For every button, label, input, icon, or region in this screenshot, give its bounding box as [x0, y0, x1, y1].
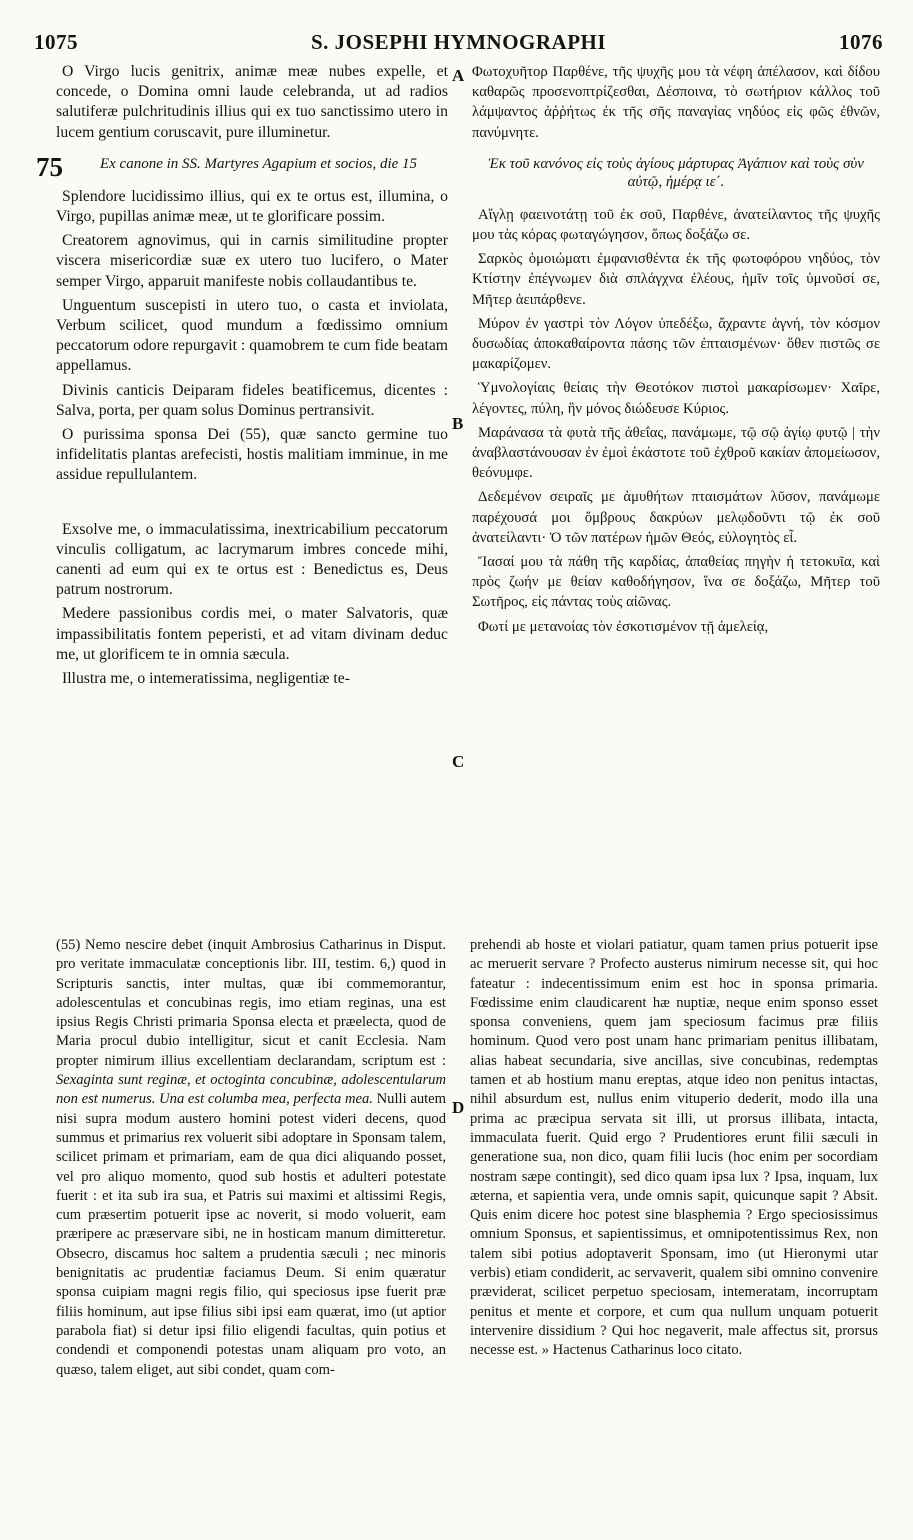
margin-marker-b: B [452, 414, 464, 433]
latin-intro: O Virgo lucis genitrix, animæ meæ nubes expelle, et concede, o Domina omni laude celebranda, ut ad radios salutiferæ pulchritudinis illius qui ex tuo sanctissimo utero in lucem gentium coruscavit, pure illuminetur. [56, 63, 448, 141]
latin-paragraph: Exsolve me, o immaculatissima, inextricabilium peccatorum vinculis colligatum, ac lacrymarum imbres concede mihi, canenti ad eum qui ex te ortus est : Benedictus es, Deus patrum nostrorum. [56, 520, 448, 599]
footnote-quote: Sexaginta sunt reginæ, et octoginta concubinæ, adolescentularum non est numerus. Una est columba mea, perfecta mea. [56, 1072, 446, 1108]
greek-paragraph: Σαρκὸς ὁμοιώματι ἐμφανισθέντα ἐκ τῆς φωτοφόρου νηδύος, τὸν Κτίστην ἐπέγνωμεν διὰ σπλάγχνα ἐλέους, ἡμῖν τοῖς ὑμνοῦσί σε, Μῆτερ ἀειπάρθενε. [472, 251, 880, 308]
latin-paragraph: Medere passionibus cordis mei, o mater Salvatoris, quæ impassibilitatis fontem peperisti, et ad vitam divinam deduc me, ut glorificem te in omnia sæcula. [56, 605, 448, 663]
latin-paragraph: Divinis canticis Deiparam fideles beatificemus, dicentes : Salva, porta, per quam solus Dominus pertransivit. [56, 381, 448, 419]
greek-column [472, 62, 880, 641]
footnote-part: Nulli autem nisi supra modum austero homini potest videri decens, quod summus et primarius rex voluerit sibi adoptare in Sponsam talem, scilicet primam et primariam, eam de qua dici aliquando posset, vel pro aliquo momento, quod sub hostis et adulteri potestate fuerit : et ita sub ira sua, et Patris sui maximi et altissimi Regis, cum præsertim potuerit ipse ac noverit, si modo voluerit, eam præripere ac præservare sibi, ne in hosticam manum dimitteretur. Obsecro, discamus hoc saltem a prudentia sæculi ; nec minoris benignitatis ac prudentiæ faciamus Deum. Si enim quæratur sponsa cuipiam magni regis filio, qui speciosus ipse fuerit præ filiis hominum, aut ipse filius sibi ipsi eam quærat, imo (ut aptior parabola fiat) si detur ipsi filio eligendi facultas, quin potius et condendi et componendi potestas unam aliquam pro voto, an quæso, talem eliget, aut sibi condet, quam com- [56, 1091, 446, 1378]
greek-intro: Φωτοχυῆτορ Παρθένε, τῆς ψυχῆς μου τὰ νέφη ἀπέλασον, καὶ δίδου καθαρῶς προσενοπτρίζεσθαι, Δέσποινα, τὸ σωτήριον κάλλος τοῦ λάμψαντος ἀῤῥήτως ἐκ τῆς σῆς παναγίας νηδύος εἰς φῶς ἐθνῶν, πανύμνητε. [472, 64, 880, 141]
footnote-text [56, 936, 446, 1380]
footnote-part: (55) Nemo nescire debet (inquit Ambrosius Catharinus in Disput. pro veritate immaculatæ conceptionis libr. III, testim. 6,) quod in Scripturis sanctis, inter multas, quæ ibi commemorantur, adolescentulas et concubinas regis, imo etiam reginas, una est ipsius Regis Christi primaria Sponsa electa et præelecta, quod de Maria procul dubio intelligitur, sicut et canit Ecclesia. Nam propter nimirum illius excellentiam declarandam, scriptum est : [56, 937, 446, 1069]
greek-paragraph: Ὑμνολογίαις θείαις τὴν Θεοτόκον πιστοὶ μακαρίσωμεν· Χαῖρε, λέγοντες, πύλη, ἣν μόνος διώδευσε Κύριος. [472, 380, 880, 417]
latin-paragraph: Creatorem agnovimus, qui in carnis similitudine propter viscera misericordiæ suæ ex utero tuo lucifero, o Mater semper Virgo, apparuit manifeste nobis collaudantibus te. [56, 232, 448, 290]
footnote-left-column [56, 936, 446, 1380]
greek-paragraph: Αἴγλῃ φαεινοτάτῃ τοῦ ἐκ σοῦ, Παρθένε, ἀνατείλαντος τῆς ψυχῆς μου τὰς κόρας φωταγώγησον, ὅπως δοξάζω σε. [472, 206, 880, 244]
greek-paragraph: Μαράνασα τὰ φυτὰ τῆς ἀθεΐας, πανάμωμε, τῷ σῷ ἁγίῳ φυτῷ | τὴν ἀναβλαστάνουσαν ἐν ἐμοὶ ἑκάστοτε τοῦ ἐχθροῦ κακίαν ἀπομείωσον, θεόνυμφε. [472, 424, 880, 482]
greek-paragraph: Φωτί με μετανοίας τὸν ἐσκοτισμένον τῇ ἀμελείᾳ, [478, 618, 769, 635]
latin-section-heading [36, 151, 448, 182]
greek-section-title: Ἐκ τοῦ κανόνος εἰς τοὺς ἁγίους μάρτυρας Ἀγάπιον καὶ τοὺς σὺν αὐτῷ, ἡμέρᾳ ιε΄. [488, 155, 864, 190]
greek-paragraph: Μύρον ἐν γαστρὶ τὸν Λόγον ὑπεδέξω, ἄχραντε ἁγνή, τὸν κόσμον δυσωδίας ἀποκαθαίροντα πάσης τῶν ἐπταισμένων· ὅθεν πιστῶς σε μακαρίζομεν. [472, 315, 880, 373]
page-header [34, 20, 883, 54]
section-number: 75 [36, 151, 63, 182]
latin-paragraph: Unguentum suscepisti in utero tuo, o casta et inviolata, Verbum scilicet, quod mundum a fœdissimo omnium peccatorum odore repurgavit : quamobrem te cum fide beatam appellamus. [56, 296, 448, 375]
footnote-text: prehendi ab hoste et violari patiatur, quam tamen prius potuerit ipse ac meruerit servare ? Profecto austerus nimirum necesse sit, qui hoc fateatur : indecentissimum enim est hoc in sponsa primaria. Fœdissime enim claudicarent hæ nuptiæ, neque enim sponso esset sponsa conveniens, quem jam speciosum facimus præ filiis hominum. Quod vero post unam hanc primariam penitus illibatam, alias habeat secundaria, sive ancillas, sive concubinas, redemptas tamen et ab hostium manu ereptas, atque ideo non penitus intactas, nihil absurdum est, nullus enim vituperio dederit, modo illa una prima ac præcipua servata sit illi, ut prorsus illibata, intacta, immaculata fuerit. Quid ergo ? Prudentiores erunt filii sæculi in generatione sua, non dico, quam filii lucis (hoc enim per socordiam nostram sæpe contingit), sed dico quam ipsa lux ? Ipsa, inquam, lux æterna, et sapientia vera, unde omnis sapit, quicunque sapit ? Absit. Quis enim dicere hoc potest sine blasphemia ? Ergo speciosissimus omnium Sponsus, et sapientissimus, et omnipotentissimus Rex, non talem sibi potius adoptaverit Sponsam, imo (ut Hieronymi utar verbis) etiam condiderit, ac servaverit, qualem sibi omnino convenire præviderat, scilicet perpetuo speciosam, intemeratam, incorruptam penitus et mente et corpore, et cum qua nullum unquam potuerit intervenire dissidium ? Qui hoc negaverit, male affectus sit, prorsus necesse est. » Hactenus Catharinus loco citato. [470, 937, 878, 1359]
latin-paragraph: Splendore lucidissimo illius, qui ex te ortus est, illumina, o Virgo, pupillas animæ meæ, ut te glorificare possim. [56, 187, 448, 226]
margin-marker-c: C [452, 752, 465, 771]
page-number-left: 1075 [34, 30, 78, 54]
greek-section-heading [472, 155, 880, 191]
latin-paragraph: Illustra me, o intemeratissima, negligentiæ te- [62, 670, 350, 688]
spacer [56, 490, 448, 520]
page-number-right: 1076 [839, 30, 883, 54]
footnote-right-column [470, 936, 878, 1361]
latin-paragraph: O purissima sponsa Dei (55), quæ sancto germine tuo infidelitatis plantas arefecisti, hostis malitiam imminue, in me assidue repullulantem. [56, 426, 448, 484]
running-title: S. JOSEPHI HYMNOGRAPHI [310, 30, 607, 54]
greek-paragraph: Δεδεμένον σειραῖς με ἀμυθήτων πταισμάτων λῦσον, πανάμωμε παρέχουσά μοι ὄμβρους δακρύων μελῳδοῦντι τῷ ἐκ σοῦ ἀνατείλαντι· Ὁ τῶν πατέρων ἡμῶν Θεός, εὐλογητὸς εἶ. [472, 489, 880, 546]
greek-paragraph: Ἴασαί μου τὰ πάθη τῆς καρδίας, ἀπαθείας πηγὴν ἡ τετοκυῖα, καὶ πρὸς ζωήν με θείαν καθοδήγησον, ἵνα σε δοξάζω, Μῆτερ τοῦ Σωτῆρος, εἰς πάντας τοὺς αἰῶνας. [472, 554, 880, 611]
latin-section-title: Ex canone in SS. Martyres Agapium et socios, die 15 [99, 155, 418, 172]
margin-marker-a: A [452, 66, 465, 85]
margin-marker-d: D [452, 1098, 465, 1117]
latin-column [36, 62, 448, 693]
